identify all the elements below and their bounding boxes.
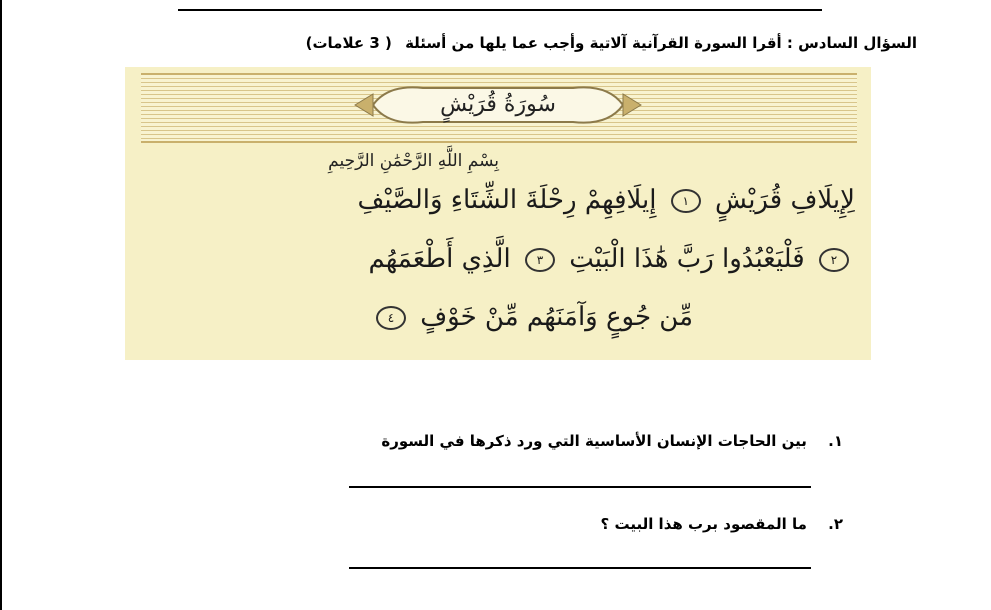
surah-name-cartouche [353, 82, 643, 128]
question-title-text: السؤال السادس : أقرا السورة القرآنية آلاتية وأجب عما يلها من أسئلة [405, 34, 917, 52]
ayah-line-1 [358, 185, 855, 215]
ayah-4-marker: ٤ [376, 306, 406, 330]
ayah-1-text: لِإِيلَافِ قُرَيْشٍ [715, 185, 855, 215]
sub-question-2-number: ٢. [828, 515, 843, 533]
ayah-3-marker: ٣ [525, 248, 555, 272]
sub-question-2 [601, 515, 843, 533]
ayah-line-3 [370, 302, 693, 332]
ayah-2-text: إِيلَافِهِمْ رِحْلَةَ الشِّتَاءِ وَالصَّيْفِ [357, 185, 657, 215]
ayah-4-end: مِّن جُوعٍ وَآمَنَهُم مِّنْ خَوْفٍ [420, 302, 693, 332]
question-marks: ( 3 علامات) [305, 34, 392, 52]
sub-question-2-text: ما المقصود برب هذا البيت ؟ [600, 515, 807, 533]
ayah-2-marker: ٢ [819, 248, 849, 272]
ayah-line-2 [369, 244, 855, 274]
top-rule [178, 9, 822, 11]
question-title [306, 34, 917, 52]
sub-question-1 [381, 432, 843, 450]
sub-question-1-number: ١. [828, 432, 843, 450]
sub-question-1-text: بين الحاجات الإنسان الأساسية التي ورد ذكرها في السورة [381, 432, 807, 450]
ayah-1-marker: ١ [671, 189, 701, 213]
page-left-border [0, 0, 2, 610]
basmala: بِسْمِ اللَّهِ الرَّحْمَٰنِ الرَّحِيمِ [328, 151, 499, 171]
surah-name: سُورَةُ قُرَيْشٍ [440, 92, 556, 117]
surah-image [125, 67, 871, 360]
ayah-4-start-b: أَطْعَمَهُم [368, 244, 454, 274]
ayah-4-start: الَّذِي [461, 244, 511, 274]
ayah-3-text: فَلْيَعْبُدُوا رَبَّ هَٰذَا الْبَيْتِ [569, 244, 805, 274]
answer-line-2[interactable] [349, 567, 811, 569]
answer-line-1[interactable] [349, 486, 811, 488]
